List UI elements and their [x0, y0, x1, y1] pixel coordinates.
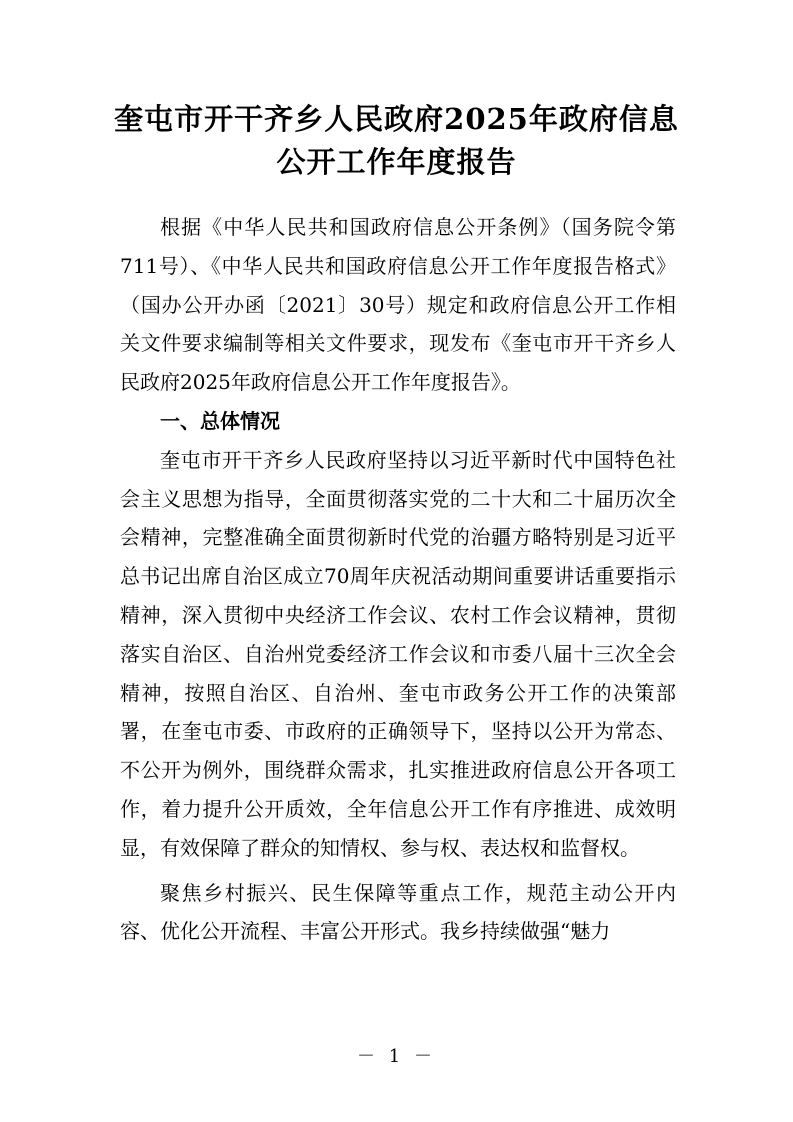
overview-paragraph-1: 奎屯市开干齐乡人民政府坚持以习近平新时代中国特色社会主义思想为指导，全面贯彻落实党的二十大和二十届历次全会精神，完整准确全面贯彻新时代党的治疆方略特别是习近平总书记出席自治区成立70周年庆祝活动期间重要讲话重要指示精神，深入贯彻中央经济工作会议、农村工作会议精神，贯彻落实自治区、自治州党委经济工作会议和市委八届十三次全会精神，按照自治区、自治州、奎屯市政务公开工作的决策部署，在奎屯市委、市政府的正确领导下，坚持以公开为常态、不公开为例外，围绕群众需求，扎实推进政府信息公开各项工作，着力提升公开质效，全年信息公开工作有序推进、成效明显，有效保障了群众的知情权、参与权、表达权和监督权。	[120, 447, 676, 860]
overview-paragraph-2: 聚焦乡村振兴、民生保障等重点工作，规范主动公开内容、优化公开流程、丰富公开形式。我乡持续做强“魅力	[120, 880, 676, 944]
page-number: － 1 －	[357, 1046, 436, 1067]
intro-paragraph: 根据《中华人民共和国政府信息公开条例》（国务院令第711号）、《中华人民共和国政府信息公开工作年度报告格式》（国办公开办函〔2021〕30号）规定和政府信息公开工作相关文件要求编制等相关文件要求，现发布《奎屯市开干齐乡人民政府2025年政府信息公开工作年度报告》。	[120, 215, 676, 395]
document-body	[120, 208, 676, 951]
section-heading-overview: 一、总体情况	[160, 408, 280, 433]
title-line-1: 奎屯市开干齐乡人民政府2025年政府信息	[114, 102, 679, 136]
document-title	[0, 98, 793, 184]
title-line-2: 公开工作年度报告	[276, 145, 517, 179]
